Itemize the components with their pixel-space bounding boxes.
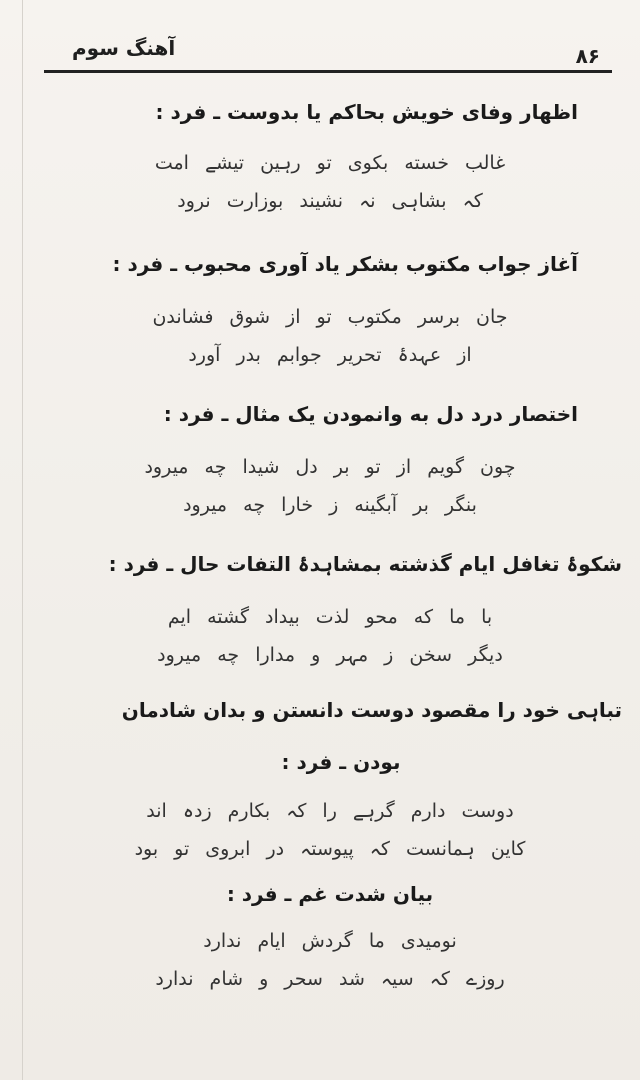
verse-line: با ما که محو لذت بیداد گشته ایم [167, 606, 493, 628]
section-1 [60, 100, 600, 220]
section-5 [60, 684, 622, 868]
running-header [44, 30, 604, 74]
page-number: ۸۶ [575, 44, 600, 68]
verse-line: کہ بشاہی نہ نشیند بوزارت نرود [177, 190, 483, 212]
section-heading: اظهار وفای خویش بحاکم یا بدوست ـ فرد : [155, 100, 578, 124]
verse-line: کاین ہمانست کہ پیوستہ در ابروی تو بود [134, 838, 526, 860]
section-4 [60, 552, 622, 674]
verse-line: جان برسر مکتوب تو از شوق فشاندن [152, 306, 508, 328]
verse-line: چون گویم از تو بر دل شیدا چه میرود [144, 456, 516, 478]
section-3 [60, 402, 600, 524]
section-heading-line: بودن ـ فرد : [281, 750, 401, 774]
verse-line: نومیدی ما گردش ایام ندارد [203, 930, 457, 952]
section-heading-line: تباہی خود را مقصود دوست دانستن و بدان شادمان [121, 698, 622, 722]
verse-line: غالب خسته بکوی تو رہین تیشے امت [154, 152, 506, 174]
section-heading: بیان شدت غم ـ فرد : [226, 882, 434, 906]
verse-line: از عہدۂ تحریر جوابم بدر آورد [188, 344, 472, 366]
section-heading: شکوۂ تغافل ایام گذشته بمشاہدۂ التفات حال ـ فرد : [108, 552, 622, 576]
header-rule [44, 70, 612, 73]
verse-line: روزے کہ سیہ شد سحر و شام ندارد [155, 968, 505, 990]
chapter-title: آهنگ سوم [72, 36, 176, 60]
section-heading: آغاز جواب مکتوب بشکر یاد آوری محبوب ـ فرد : [112, 252, 578, 276]
section-heading [60, 684, 622, 788]
verse-line: دیگر سخن ز مہر و مدارا چه میرود [157, 644, 503, 666]
page-margin-line [22, 0, 23, 1080]
section-6 [60, 882, 600, 998]
verse-line: دوست دارم گرہے را کہ بکارم زدہ اند [146, 800, 514, 822]
verse-line: بنگر بر آبگینه ز خارا چه میرود [183, 494, 477, 516]
section-2 [60, 252, 600, 374]
section-heading: اختصار درد دل به وانمودن یک مثال ـ فرد : [163, 402, 578, 426]
